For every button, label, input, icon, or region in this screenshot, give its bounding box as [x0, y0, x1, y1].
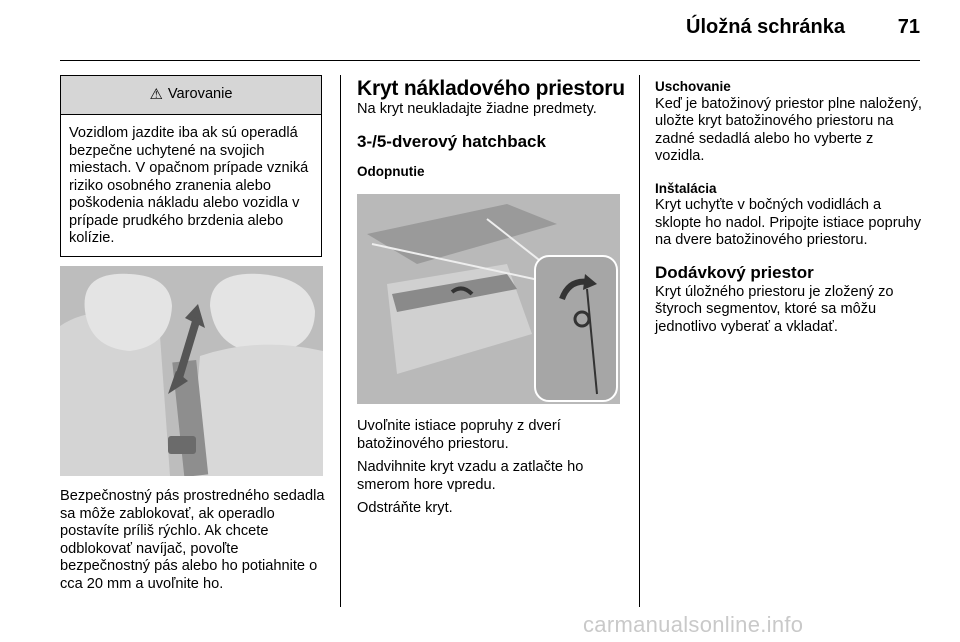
- seat-belt-caption: Bezpečnostný pás prostredného sedadla sa môže zablokovať, ak operadlo postavíte príliš rýchlo. Ak chcete odblokovať navíjač, povoľte bezpečnostný pás alebo ho potiahnite o cca 20 mm a uvoľnite ho.: [60, 488, 325, 592]
- page-number: 71: [897, 16, 920, 38]
- van-text: Kryt úložného priestoru je zložený zo štyroch segmentov, ktoré sa môžu jednotlivo vyberať a vkladať.: [655, 283, 894, 335]
- warning-triangle-icon: ⚠: [149, 86, 163, 104]
- column-middle: [357, 75, 625, 518]
- column-right: [655, 75, 923, 336]
- label-installation: Inštalácia: [655, 180, 717, 196]
- installation-text: Kryt uchyťte v bočných vodidlách a sklopte ho nadol. Pripojte istiace popruhy na dvere batožinového priestoru.: [655, 197, 922, 248]
- step-3: Odstráňte kryt.: [357, 500, 453, 516]
- header-title: Úložná schránka: [686, 16, 845, 38]
- section-heading: Kryt nákladového priestoru: [357, 77, 625, 100]
- header-rule: [60, 60, 920, 61]
- column-divider: [639, 75, 640, 607]
- subsection-heading: 3-/5-dverový hatchback: [357, 131, 546, 151]
- watermark: carmanualsonline.info: [583, 612, 804, 637]
- warning-box: [60, 75, 322, 257]
- warning-text: Vozidlom jazdite iba ak sú operadlá bezpečne uchytené na svojich miestach. V opačnom prípade vzniká riziko osobného zranenia alebo poškodenia nákladu alebo vozidla v prípade prudkého brzdenia alebo kolízie.: [69, 125, 309, 246]
- section-heading-van: Dodávkový priestor: [655, 262, 814, 282]
- label-storage: Uschovanie: [655, 79, 731, 94]
- storage-text: Keď je batožinový priestor plne naložený, uložte kryt batožinového priestoru na zadné sedadlá alebo ho vyberte z vozidla.: [655, 95, 922, 164]
- label-unlock: Odopnutie: [357, 163, 425, 179]
- column-left: [60, 75, 325, 593]
- warning-title: Varovanie: [167, 86, 233, 103]
- section-intro: Na kryt neukladajte žiadne predmety.: [357, 101, 597, 117]
- column-divider: [340, 75, 341, 607]
- warning-header: [61, 76, 321, 115]
- cargo-cover-illustration: [357, 194, 620, 404]
- seat-belt-illustration: [60, 266, 323, 476]
- step-2: Nadvihnite kryt vzadu a zatlačte ho smerom hore vpredu.: [357, 459, 584, 493]
- step-1: Uvoľnite istiace popruhy z dverí batožinového priestoru.: [357, 418, 561, 452]
